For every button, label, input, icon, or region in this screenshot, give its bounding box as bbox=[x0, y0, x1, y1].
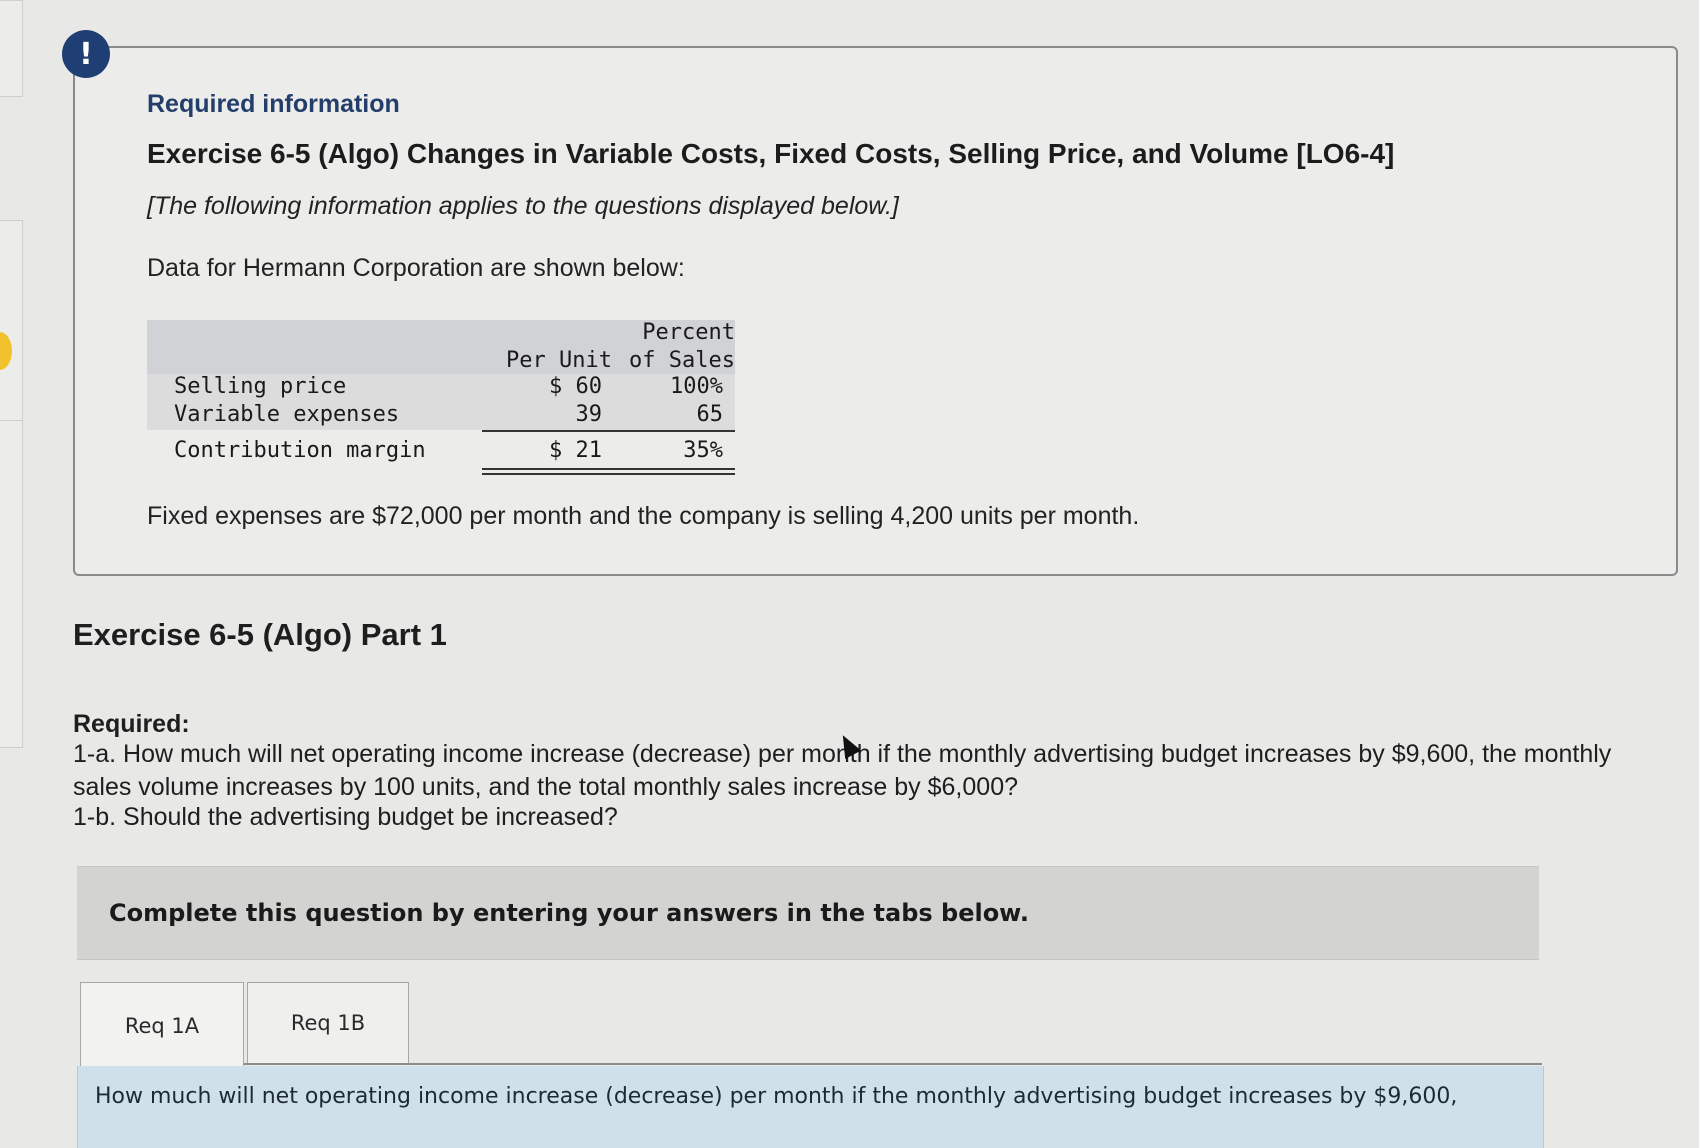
row-percent: 35% bbox=[683, 438, 723, 463]
instructions-text: Complete this question by entering your answers in the tabs below. bbox=[109, 899, 1029, 927]
alert-icon: ! bbox=[62, 30, 110, 78]
header-of-sales: of Sales bbox=[629, 348, 735, 373]
table-row bbox=[147, 402, 735, 430]
row-percent: 100% bbox=[670, 374, 723, 399]
row-label: Selling price bbox=[174, 374, 347, 399]
tab-label: Req 1A bbox=[124, 1013, 200, 1038]
tab-label: Req 1B bbox=[290, 1011, 366, 1035]
fixed-expenses-text: Fixed expenses are $72,000 per month and the company is selling 4,200 units per month. bbox=[147, 502, 1140, 530]
required-information-label: Required information bbox=[147, 90, 400, 118]
subtotal-rule bbox=[482, 430, 735, 432]
left-edge-panel bbox=[0, 420, 23, 748]
table-row bbox=[147, 438, 735, 466]
question-1a: 1-a. How much will net operating income increase (decrease) per month if the monthly advertising budget increases by $9,600, the monthly sales volume increases by 100 units, and the total monthly sales increase by $6,000? bbox=[73, 740, 1612, 801]
row-label: Contribution margin bbox=[174, 438, 426, 463]
data-intro: Data for Hermann Corporation are shown below: bbox=[147, 254, 685, 282]
part-title: Exercise 6-5 (Algo) Part 1 bbox=[73, 617, 447, 652]
header-percent: Percent bbox=[642, 320, 735, 345]
tab-question-text: How much will net operating income increase (decrease) per month if the monthly advertising budget increases by $9,600, bbox=[95, 1084, 1458, 1109]
row-percent: 65 bbox=[696, 402, 723, 427]
row-label: Variable expenses bbox=[174, 402, 400, 427]
tab-req-1b[interactable] bbox=[247, 982, 409, 1064]
row-per-unit: $ 60 bbox=[549, 374, 602, 399]
row-per-unit: $ 21 bbox=[549, 438, 602, 463]
tab-question-panel bbox=[77, 1066, 1544, 1148]
header-per-unit: Per Unit bbox=[506, 348, 612, 373]
left-edge-panel bbox=[0, 0, 23, 97]
exercise-note: [The following information applies to the questions displayed below.] bbox=[147, 192, 899, 220]
required-information-box bbox=[73, 46, 1678, 576]
tab-req-1a[interactable] bbox=[80, 982, 244, 1068]
contribution-table bbox=[147, 320, 735, 466]
required-heading: Required: bbox=[73, 710, 190, 738]
question-1b: 1-b. Should the advertising budget be increased? bbox=[73, 803, 618, 831]
tab-underline bbox=[244, 1063, 1542, 1065]
exercise-title: Exercise 6-5 (Algo) Changes in Variable Costs, Fixed Costs, Selling Price, and Volume [LO6-4] bbox=[147, 138, 1395, 169]
table-header bbox=[147, 320, 735, 374]
row-per-unit: 39 bbox=[575, 402, 602, 427]
table-row bbox=[147, 374, 735, 402]
total-double-rule bbox=[482, 468, 735, 475]
instructions-bar bbox=[77, 866, 1539, 960]
